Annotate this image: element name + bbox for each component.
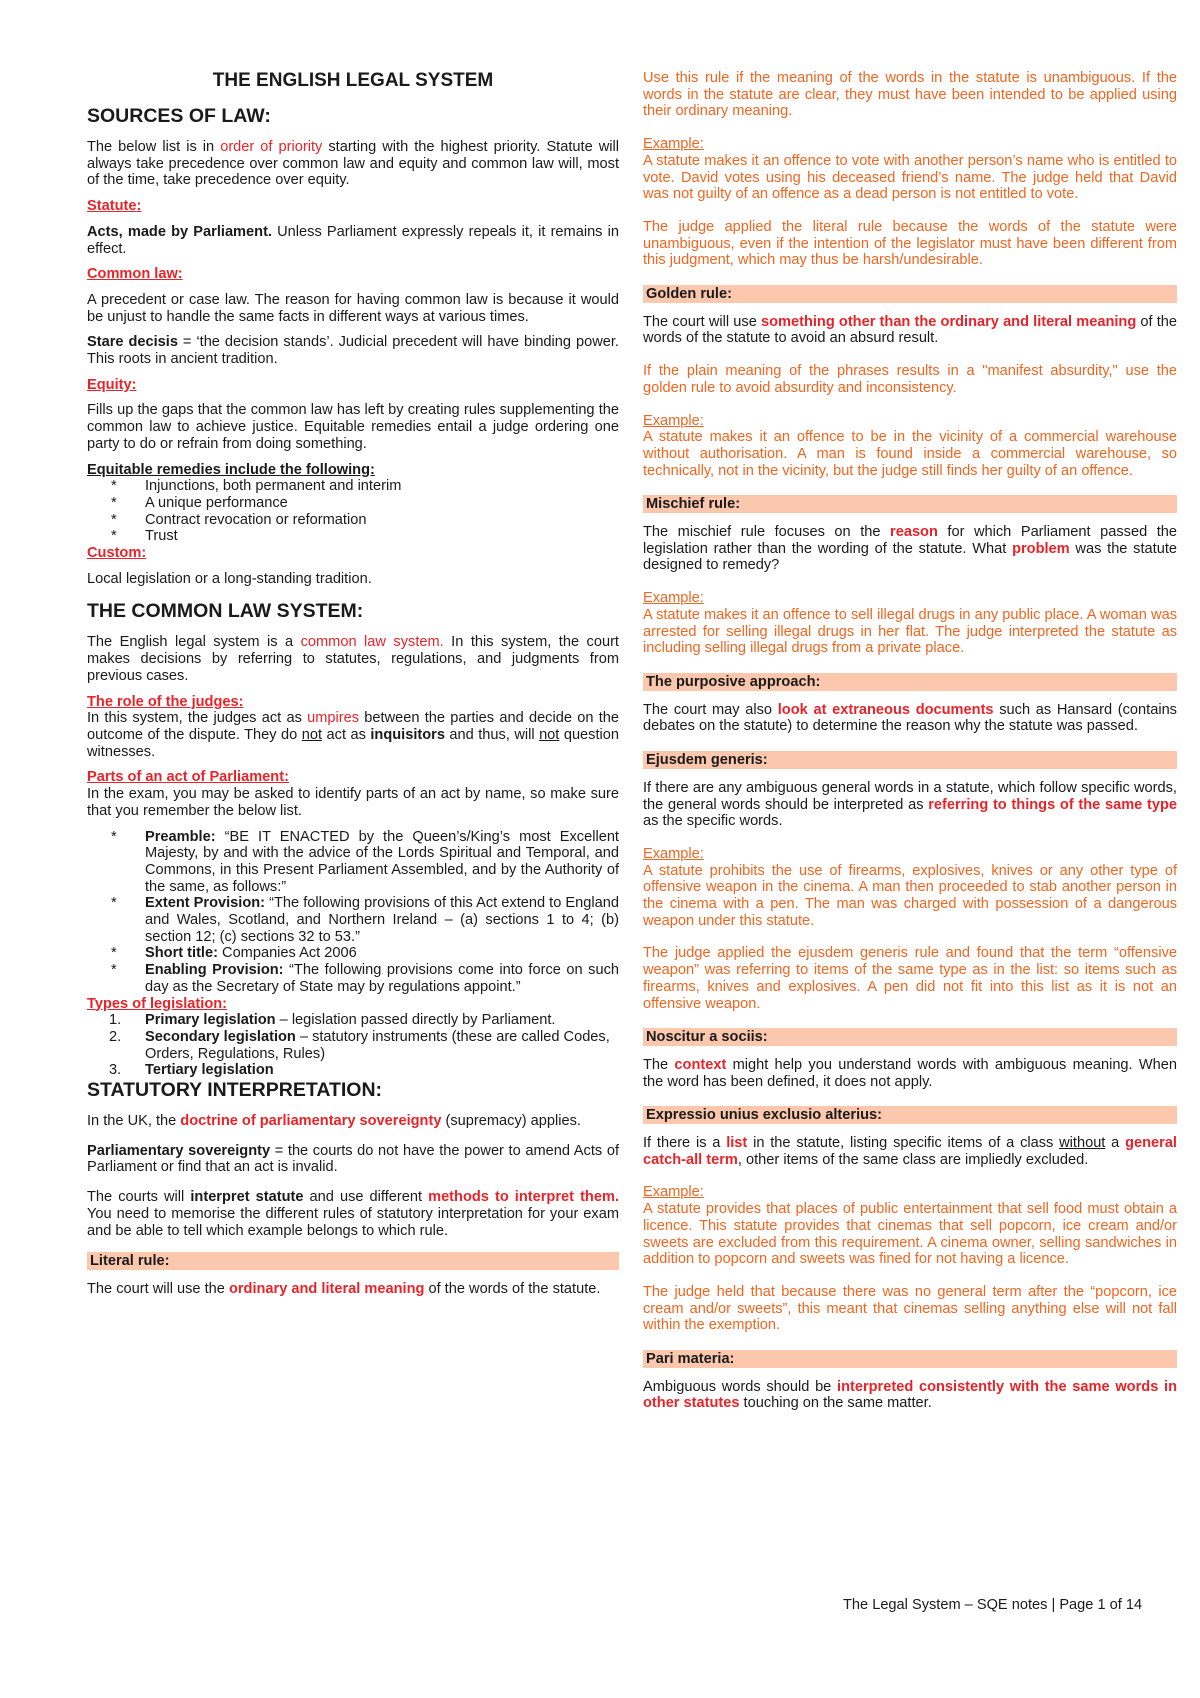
literal-example: A statute makes it an offence to vote with another person’s name who is entitled to vote. David votes using his deceased friend’s name. The judge held that David was not guilty of an offence as a dead person is not entitled to vote.: [643, 152, 1177, 203]
page-footer: The Legal System – SQE notes | Page 1 of 14: [843, 1597, 1143, 1613]
ejusdem-text: If there are any ambiguous general words in a statute, which follow specific words, the general words should be interpreted as referring to things of the same type as the specific words.: [643, 779, 1178, 830]
pari-materia-heading: Pari materia:: [643, 1350, 1177, 1368]
golden-note: If the plain meaning of the phrases results in a "manifest absurdity," use the golden rule to avoid absurdity and inconsistency.: [643, 363, 1177, 396]
statutory-p2: Parliamentary sovereignty = the courts do not have the power to amend Acts of Parliament or find that an act is invalid.: [87, 1142, 619, 1176]
custom-text: Local legislation or a long-standing tradition.: [87, 570, 372, 587]
mischief-example: A statute makes it an offence to sell illegal drugs in any public place. A woman was arrested for selling illegal drugs in her flat. The judge interpreted the statute as including selling illegal drugs from a private place.: [643, 606, 1177, 657]
list-item: 3. Tertiary legislation: [109, 1062, 274, 1079]
list-item: * Trust: [87, 528, 619, 545]
list-item: * Extent Provision: “The following provisions of this Act extend to England and Wales, Scotland, and Northern Ireland – (a) sections 1 to 4; (b) section 12; (c) sections 32 to 53.”: [87, 895, 619, 945]
list-item: * A unique performance: [87, 495, 619, 512]
ejusdem-example-label: Example:: [643, 845, 704, 862]
mischief-rule-heading: Mischief rule:: [643, 495, 1177, 513]
list-item: * Injunctions, both permanent and interim: [87, 478, 619, 495]
purposive-text: The court may also look at extraneous documents such as Hansard (contains debates on the statute) to determine the reason why the statute was passed.: [643, 701, 1177, 735]
equitable-remedies-list: [87, 478, 619, 545]
expressio-note: The judge held that because there was no general term after the “popcorn, ice cream and/or sweets”, this meant that cinemas selling anything else will not fall within the exemption.: [643, 1283, 1177, 1334]
noscitur-text: The context might help you understand words with ambiguous meaning. When the word has been defined, it does not apply.: [643, 1056, 1177, 1090]
golden-example-label: Example:: [643, 412, 704, 429]
noscitur-heading: Noscitur a sociis:: [643, 1028, 1177, 1046]
parts-list: [87, 829, 619, 996]
literal-rule-use: Use this rule if the meaning of the words in the statute is unambiguous. If the words in the statute are clear, they must have been intended to be applied using their ordinary meaning.: [643, 70, 1177, 120]
equitable-remedies-heading: Equitable remedies include the following:: [87, 461, 375, 478]
parts-text: In the exam, you may be asked to identify parts of an act by name, so make sure that you remember the below list.: [87, 786, 619, 819]
equity-heading: Equity:: [87, 376, 137, 393]
judges-text: In this system, the judges act as umpires between the parties and decide on the outcome of the dispute. They do not act as inquisitors and thus, will not question witnesses.: [87, 710, 620, 760]
stare-decisis-text: Stare decisis = ‘the decision stands’. Judicial precedent will have binding power. This roots in ancient tradition.: [87, 334, 619, 368]
types-list: [87, 1012, 619, 1079]
ejusdem-example: A statute prohibits the use of firearms, explosives, knives or any other type of offensive weapon in the cinema. A man then proceeded to stab another person in the cinema with a pen. The man was charged with possession of a dangerous weapon under this statute.: [643, 862, 1177, 929]
common-law-text: A precedent or case law. The reason for having common law is because it would be unjust to handle the same facts in different ways at various times.: [87, 291, 619, 325]
mischief-rule-text: The mischief rule focuses on the reason for which Parliament passed the legislation rather than the wording of the statute. What problem was the statute designed to remedy?: [643, 524, 1178, 574]
statute-text: Acts, made by Parliament. Unless Parliament expressly repeals it, it remains in effect.: [87, 223, 619, 257]
judges-heading: The role of the judges:: [87, 693, 244, 710]
statute-heading: Statute:: [87, 198, 142, 215]
left-column: [87, 70, 619, 1298]
list-item: 2. Secondary legislation – statutory instruments (these are called Codes, Orders, Regulations, Rules): [109, 1028, 610, 1062]
list-item: * Enabling Provision: “The following provisions come into force on such day as the Secretary of State may by regulations appoint.”: [87, 962, 619, 995]
literal-rule-heading: Literal rule:: [87, 1252, 619, 1270]
sources-heading: SOURCES OF LAW:: [87, 105, 271, 127]
common-law-system-heading: THE COMMON LAW SYSTEM:: [87, 600, 364, 623]
pari-materia-text: Ambiguous words should be interpreted consistently with the same words in other statutes touching on the same matter.: [643, 1378, 1177, 1412]
golden-example: A statute makes it an offence to be in the vicinity of a commercial warehouse without authorisation. A man is found inside a commercial warehouse, so technically, not in the vicinity, but the judge still finds her guilty of an offence.: [643, 429, 1177, 479]
list-item: * Preamble: “BE IT ENACTED by the Queen’s/King’s most Excellent Majesty, by and with the advice of the Lords Spiritual and Temporal, and Commons, in this Present Parliament Assembled, and by the Authority of the same, as follows:”: [87, 829, 619, 896]
equity-text: Fills up the gaps that the common law has left by creating rules supplementing the common law to achieve justice. Equitable remedies entail a judge ordering one party to do or refrain from doing something.: [87, 402, 619, 452]
golden-rule-heading: Golden rule:: [643, 285, 1177, 303]
expressio-heading: Expressio unius exclusio alterius:: [643, 1106, 1177, 1124]
common-law-heading: Common law:: [87, 266, 183, 283]
parts-heading: Parts of an act of Parliament:: [87, 769, 289, 786]
mischief-example-label: Example:: [643, 590, 704, 607]
list-item: * Short title: Companies Act 2006: [87, 945, 619, 962]
ejusdem-heading: Ejusdem generis:: [643, 751, 1177, 769]
expressio-example: A statute provides that places of public entertainment that sell food must obtain a licence. This statute provides that cinemas that sell popcorn, ice cream and/or sweets are excluded from this requirement. A cinema owner, selling sandwiches in addition to popcorn and sweets was fined for not having a licence.: [643, 1201, 1177, 1268]
literal-rule-text: The court will use the ordinary and literal meaning of the words of the statute.: [87, 1280, 601, 1297]
expressio-example-label: Example:: [643, 1184, 704, 1201]
literal-example-label: Example:: [643, 136, 704, 153]
sources-intro: The below list is in order of priority starting with the highest priority. Statute will always take precedence over common law and equity and common law will, most of the time, take precedence over equity.: [87, 139, 619, 189]
literal-note: The judge applied the literal rule because the words of the statute were unambiguous, even if the intention of the legislator must have been different from this judgment, which may thus be harsh/undesirable.: [643, 218, 1177, 269]
statutory-heading: STATUTORY INTERPRETATION:: [87, 1079, 383, 1102]
document-title: THE ENGLISH LEGAL SYSTEM: [212, 70, 494, 91]
list-item: 1. Primary legislation – legislation passed directly by Parliament.: [109, 1012, 556, 1029]
right-column: [643, 70, 1177, 1412]
common-law-system-intro: The English legal system is a common law system. In this system, the court makes decisions by referring to statutes, regulations, and judgments from previous cases.: [87, 634, 619, 684]
purposive-heading: The purposive approach:: [643, 673, 1177, 691]
statutory-p3: The courts will interpret statute and use different methods to interpret them. You need to memorise the different rules of statutory interpretation for your exam and be able to tell which example belongs to which rule.: [87, 1189, 619, 1239]
golden-rule-text: The court will use something other than the ordinary and literal meaning of the words of the statute to avoid an absurd result.: [643, 313, 1178, 347]
statutory-p1: In the UK, the doctrine of parliamentary sovereignty (supremacy) applies.: [87, 1113, 581, 1130]
list-item: * Contract revocation or reformation: [87, 512, 619, 529]
types-heading: Types of legislation:: [87, 995, 228, 1012]
ejusdem-note: The judge applied the ejusdem generis rule and found that the term “offensive weapon” was referring to items of the same type as in the list: so items such as firearms, knives and explosives. A pen did not fit into this list as it is not an offensive weapon.: [643, 945, 1177, 1012]
custom-heading: Custom:: [87, 545, 147, 562]
expressio-text: If there is a list in the statute, listing specific items of a class without a general catch-all term, other items of the same class are impliedly excluded.: [643, 1135, 1177, 1168]
